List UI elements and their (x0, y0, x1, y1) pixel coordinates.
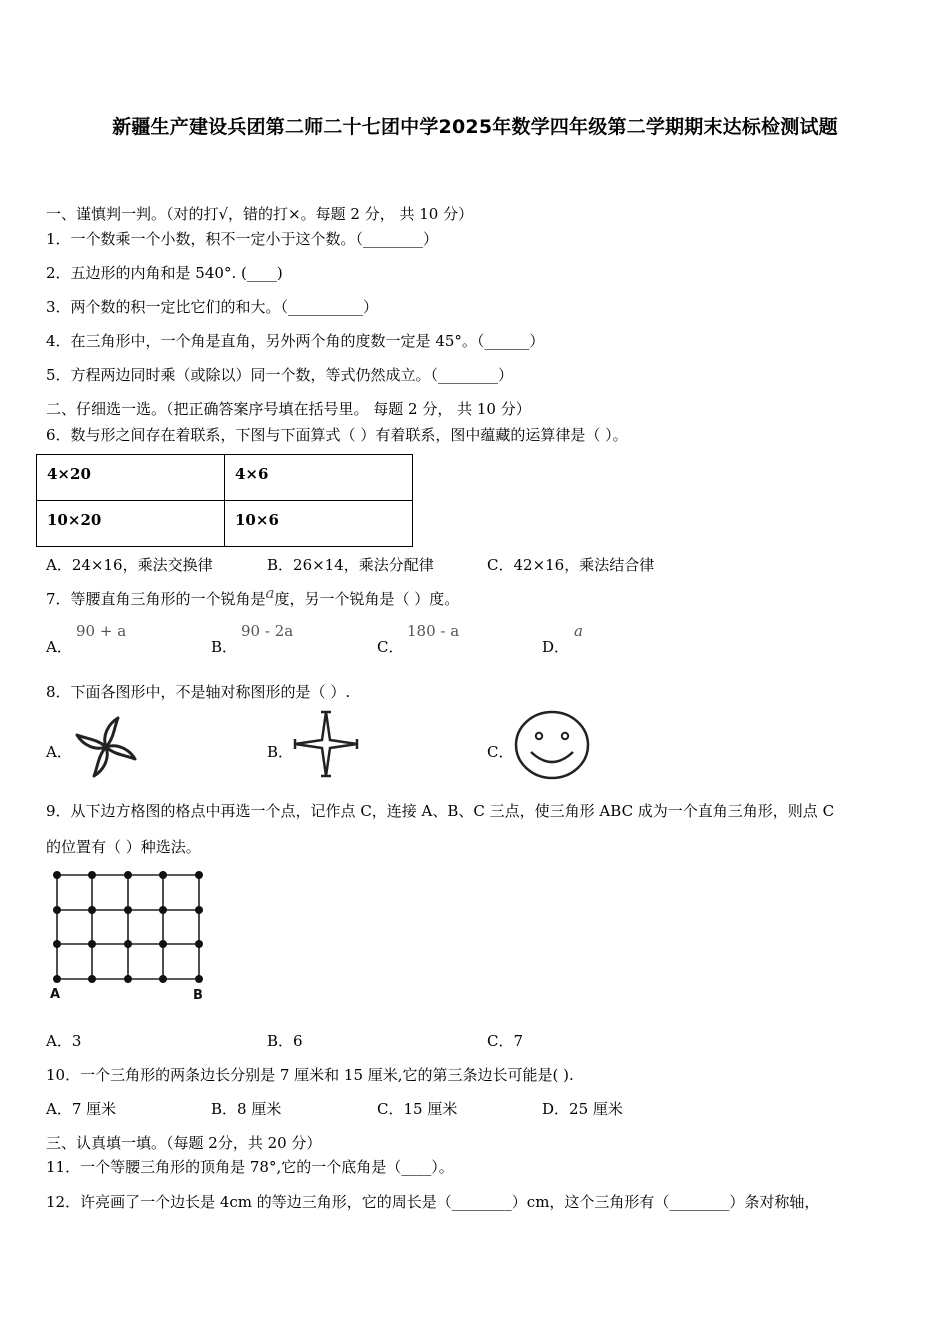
q7-option-a-label: A． (46, 638, 72, 656)
q10-option-c: C．15 厘米 (377, 1100, 458, 1118)
table-row (37, 501, 413, 547)
page-title: 新疆生产建设兵团第二师二十七团中学2025年数学四年级第二学期期末达标检测试题 (112, 116, 838, 138)
question-1: 1．一个数乘一个小数，积不一定小于这个数。（________） (46, 230, 439, 248)
section-2-heading: 二、仔细选一选。（把正确答案序号填在括号里。 每题 2 分， 共 10 分） (46, 400, 531, 418)
q8-option-b-label: B． (267, 743, 294, 761)
question-4: 4．在三角形中，一个角是直角，另外两个角的度数一定是 45°。（______） (46, 332, 545, 350)
question-11: 11．一个等腰三角形的顶角是 78°,它的一个底角是（____）。 (46, 1158, 454, 1176)
question-8: 8．下面各图形中，不是轴对称图形的是（ ）. (46, 683, 351, 701)
table-cell: 4×20 (37, 455, 225, 501)
question-3: 3．两个数的积一定比它们的和大。（__________） (46, 298, 379, 316)
q7-option-c-expr: 180 - a (407, 622, 460, 640)
q9-option-c: C．7 (487, 1032, 524, 1050)
q6-option-a: A．24×16，乘法交换律 (46, 556, 213, 574)
question-6: 6．数与形之间存在着联系，下图与下面算式（ ）有着联系，图中蕴藏的运算律是（ ）。 (46, 426, 628, 444)
question-5: 5．方程两边同时乘（或除以）同一个数，等式仍然成立。（________） (46, 366, 514, 384)
q6-table (36, 454, 413, 547)
q6-option-b: B．26×14，乘法分配律 (267, 556, 434, 574)
q7-option-c-label: C． (377, 638, 404, 656)
question-7 (46, 584, 460, 609)
section-3-heading: 三、认真填一填。（每题 2分，共 20 分） (46, 1134, 322, 1152)
q9-option-b: B．6 (267, 1032, 303, 1050)
q7-text-end: 度，另一个锐角是（ ）度。 (274, 590, 460, 608)
question-10: 10．一个三角形的两条边长分别是 7 厘米和 15 厘米,它的第三条边长可能是( ). (46, 1066, 574, 1084)
section-1-heading: 一、谨慎判一判。（对的打√，错的打×。每题 2 分， 共 10 分） (46, 205, 474, 223)
q7-option-b-label: B． (211, 638, 238, 656)
table-cell: 10×20 (37, 501, 225, 547)
q6-option-c: C．42×16，乘法结合律 (487, 556, 655, 574)
table-row (37, 455, 413, 501)
four-point-star-shape-icon (293, 710, 359, 778)
dot-grid-diagram (48, 868, 218, 1003)
question-12: 12．许亮画了一个边长是 4cm 的等边三角形，它的周长是（________）cm，这个三角形有（________）条对称轴， (46, 1193, 820, 1211)
table-cell: 10×6 (225, 501, 413, 547)
q7-option-d-expr: a (574, 622, 583, 640)
pinwheel-shape-icon (72, 714, 140, 780)
q8-option-a-label: A． (46, 743, 72, 761)
question-2: 2．五边形的内角和是 540°. (____) (46, 264, 283, 282)
q9-option-a: A．3 (46, 1032, 82, 1050)
q7-variable: a (265, 584, 275, 602)
q8-option-c-label: C． (487, 743, 514, 761)
q7-option-d-label: D． (542, 638, 570, 656)
point-b-label: B (193, 988, 203, 1003)
table-cell: 4×6 (225, 455, 413, 501)
q7-option-b-expr: 90 - 2a (241, 622, 294, 640)
q10-option-b: B．8 厘米 (211, 1100, 282, 1118)
q7-text-start: 7．等腰直角三角形的一个锐角是 (46, 590, 266, 608)
question-9-line-1: 9．从下边方格图的格点中再选一个点，记作点 C，连接 A、B、C 三点，使三角形 ABC 成为一个直角三角形，则点 C (46, 802, 835, 820)
point-a-label: A (50, 987, 61, 1002)
smiley-face-shape-icon (514, 710, 592, 780)
q10-option-d: D．25 厘米 (542, 1100, 623, 1118)
question-9-line-2: 的位置有（ ）种选法。 (46, 838, 201, 856)
q7-option-a-expr: 90 + a (76, 622, 127, 640)
q10-option-a: A．7 厘米 (46, 1100, 117, 1118)
